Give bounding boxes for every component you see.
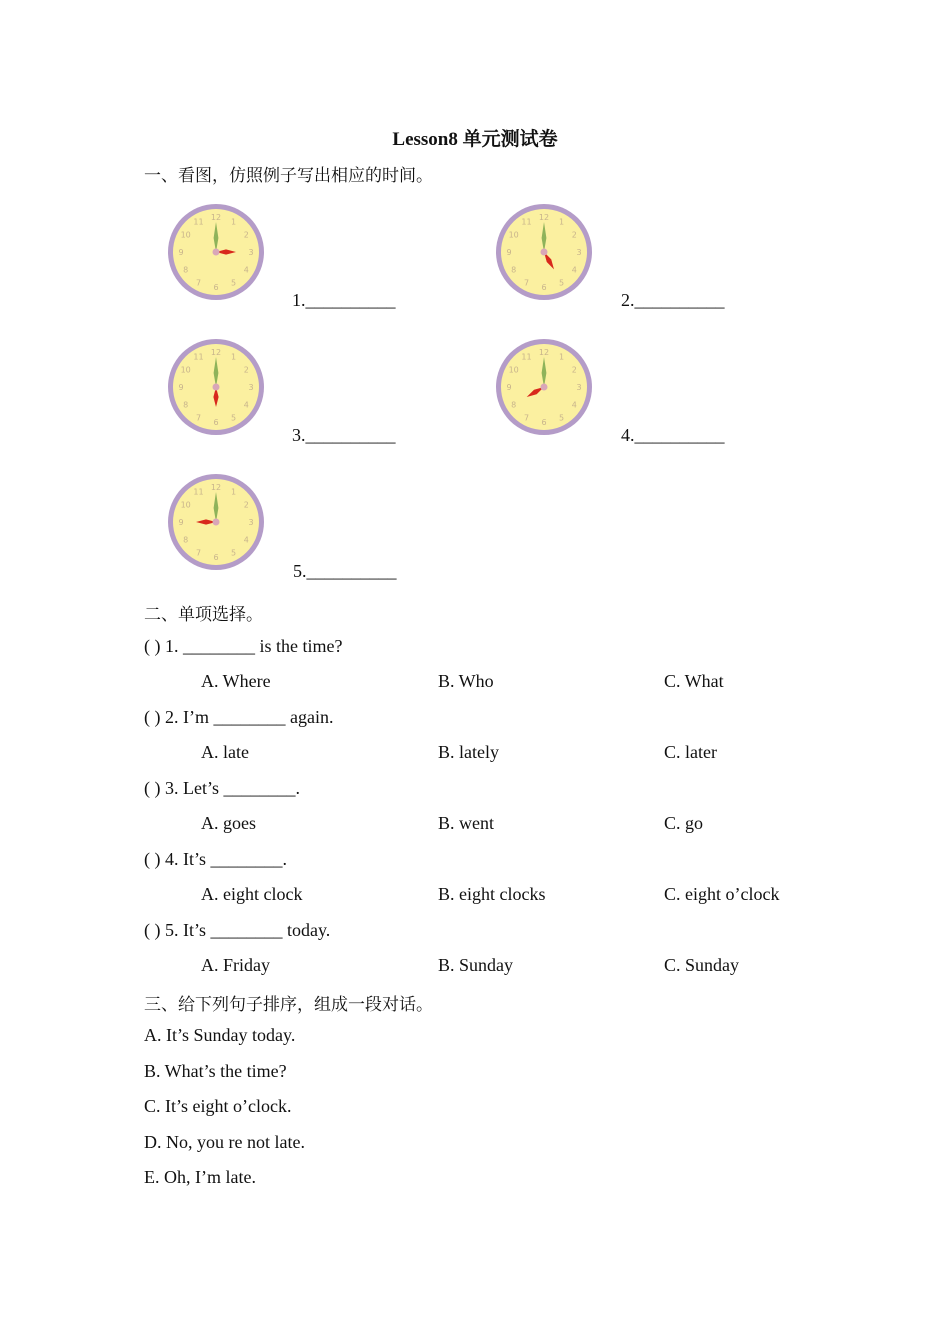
- clock-icon: [166, 472, 266, 572]
- clock-numeral: 2: [243, 230, 249, 240]
- option-a: A. Where: [201, 671, 271, 691]
- clock-numeral: 10: [180, 365, 191, 375]
- option-b: B. lately: [438, 742, 499, 762]
- clock-center-pin: [213, 384, 220, 391]
- dialogue-sentence: D. No, you re not late.: [144, 1132, 305, 1152]
- clock-numeral: 1: [230, 352, 237, 362]
- clock-numeral: 2: [243, 365, 249, 375]
- clock-numeral: 8: [183, 265, 189, 275]
- clock-numeral: 4: [243, 535, 249, 545]
- clock-numeral: 7: [523, 413, 530, 423]
- clock-numeral: 4: [243, 400, 249, 410]
- option-a: A. late: [201, 742, 249, 762]
- clock-numeral: 1: [558, 217, 565, 227]
- clock-answer-5: 5.__________: [293, 561, 397, 581]
- clock-numeral: 5: [230, 413, 237, 423]
- dialogue-sentence: E. Oh, I’m late.: [144, 1167, 256, 1187]
- clock-numeral: 11: [521, 217, 532, 227]
- question-stem: ( ) 1. ________ is the time?: [144, 636, 343, 656]
- clock-numeral: 6: [541, 418, 547, 427]
- clock-numeral: 7: [523, 278, 530, 288]
- clock-numeral: 8: [511, 265, 517, 275]
- clock-numeral: 5: [230, 548, 237, 558]
- clock-numeral: 4: [571, 400, 577, 410]
- clock-numeral: 6: [541, 283, 547, 292]
- clock-icon: [166, 202, 266, 302]
- clock-numeral: 10: [180, 500, 191, 510]
- option-c: C. Sunday: [664, 955, 740, 975]
- clock-numeral: 11: [193, 217, 204, 227]
- dialogue-sentence: A. It’s Sunday today.: [144, 1025, 296, 1045]
- clock-numeral: 11: [521, 352, 532, 362]
- clock-numeral: 12: [538, 348, 550, 357]
- clock-numeral: 8: [183, 400, 189, 410]
- clock-numeral: 9: [178, 248, 184, 257]
- option-a: A. goes: [201, 813, 256, 833]
- option-c: C. go: [664, 813, 704, 833]
- question-stem: ( ) 3. Let’s ________.: [144, 778, 300, 798]
- clock-numeral: 7: [195, 548, 202, 558]
- clock-icon: [166, 337, 266, 437]
- dialogue-sentence: C. It’s eight o’clock.: [144, 1096, 292, 1116]
- clock-numeral: 12: [210, 483, 222, 492]
- clock-numeral: 3: [248, 383, 254, 392]
- clock-numeral: 2: [571, 230, 577, 240]
- clock-numeral: 9: [178, 518, 184, 527]
- clock-numeral: 11: [193, 487, 204, 497]
- clock-numeral: 9: [506, 248, 512, 257]
- clock-numeral: 10: [180, 230, 191, 240]
- clock-numeral: 2: [571, 365, 577, 375]
- clock-numeral: 9: [506, 383, 512, 392]
- option-b: B. went: [438, 813, 494, 833]
- clock-center-pin: [541, 249, 548, 256]
- clock-numeral: 5: [230, 278, 237, 288]
- clock-numeral: 8: [183, 535, 189, 545]
- clock-answer-2: 2.__________: [621, 290, 725, 310]
- clock-numeral: 5: [558, 278, 565, 288]
- clock-numeral: 1: [558, 352, 565, 362]
- clock-numeral: 8: [511, 400, 517, 410]
- option-a: A. eight clock: [201, 884, 303, 904]
- clock-answer-1: 1.__________: [292, 290, 396, 310]
- clock-center-pin: [541, 384, 548, 391]
- clock-numeral: 3: [576, 383, 582, 392]
- question-stem: ( ) 2. I’m ________ again.: [144, 707, 334, 727]
- clock-numeral: 3: [248, 248, 254, 257]
- option-c: C. eight o’clock: [664, 884, 780, 904]
- clock-center-pin: [213, 519, 220, 526]
- clock-numeral: 5: [558, 413, 565, 423]
- clock-numeral: 9: [178, 383, 184, 392]
- clock-answer-4: 4.__________: [621, 425, 725, 445]
- dialogue-sentence: B. What’s the time?: [144, 1061, 287, 1081]
- clock-numeral: 4: [571, 265, 577, 275]
- question-stem: ( ) 4. It’s ________.: [144, 849, 287, 869]
- clock-numeral: 6: [213, 283, 219, 292]
- clock-numeral: 3: [248, 518, 254, 527]
- clock-numeral: 7: [195, 413, 202, 423]
- clock-icon: [494, 202, 594, 302]
- section-2-heading: 二、单项选择。: [144, 605, 263, 625]
- option-b: B. Who: [438, 671, 494, 691]
- clock-center-pin: [213, 249, 220, 256]
- clock-numeral: 12: [210, 213, 222, 222]
- option-b: B. Sunday: [438, 955, 514, 975]
- question-stem: ( ) 5. It’s ________ today.: [144, 920, 331, 940]
- clock-numeral: 6: [213, 553, 219, 562]
- clock-numeral: 7: [195, 278, 202, 288]
- clock-numeral: 10: [508, 230, 519, 240]
- option-a: A. Friday: [201, 955, 270, 975]
- clock-numeral: 3: [576, 248, 582, 257]
- clock-numeral: 2: [243, 500, 249, 510]
- clock-numeral: 12: [538, 213, 550, 222]
- option-c: C. later: [664, 742, 717, 762]
- clock-answer-3: 3.__________: [292, 425, 396, 445]
- clock-numeral: 11: [193, 352, 204, 362]
- clock-numeral: 12: [210, 348, 222, 357]
- clock-numeral: 6: [213, 418, 219, 427]
- clock-numeral: 1: [230, 217, 237, 227]
- page-title: Lesson8 单元测试卷: [392, 129, 558, 150]
- clock-numeral: 4: [243, 265, 249, 275]
- clock-numeral: 10: [508, 365, 519, 375]
- section-3-heading: 三、给下列句子排序，组成一段对话。: [144, 995, 433, 1015]
- option-b: B. eight clocks: [438, 884, 546, 904]
- clock-icon: [494, 337, 594, 437]
- section-1-heading: 一、看图，仿照例子写出相应的时间。: [144, 166, 433, 186]
- clock-numeral: 1: [230, 487, 237, 497]
- option-c: C. What: [664, 671, 724, 691]
